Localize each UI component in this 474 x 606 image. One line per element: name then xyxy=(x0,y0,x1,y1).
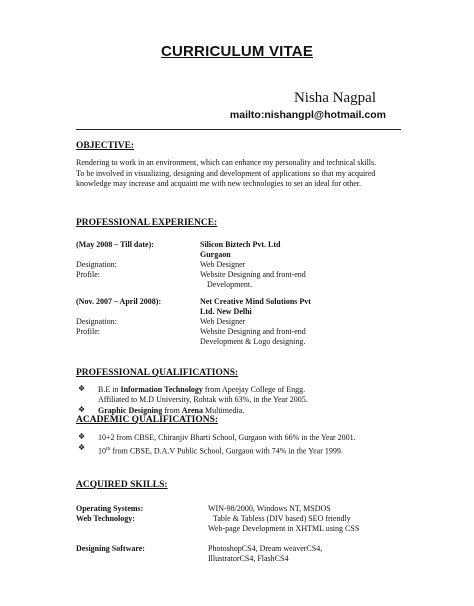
skill-label: Web Technology: xyxy=(76,514,135,523)
qualification-field: Graphic Designing xyxy=(98,406,163,415)
job-city: Ltd. New Delhi xyxy=(200,307,252,316)
skill-value: WIN-98/2000, Windows NT, MSDOS xyxy=(208,504,331,513)
profile-label: Profile: xyxy=(76,270,100,279)
email-link[interactable]: mailto:nishangpl@hotmail.com xyxy=(229,109,386,121)
skill-value: PhotoshopCS4, Dream weaverCS4, xyxy=(208,544,323,553)
skill-value-cont: Web-page Development in XHTML using CSS xyxy=(208,524,360,533)
job-company: Silicon Biztech Pvt. Ltd xyxy=(200,240,281,249)
profile-label: Profile: xyxy=(76,327,100,336)
designation-value: Web Designer xyxy=(200,260,246,269)
document-title: CURRICULUM VITAE xyxy=(160,43,314,60)
diamond-bullet-icon: ❖ xyxy=(78,443,86,452)
qualification-field: Information Technology xyxy=(120,385,203,394)
header-divider xyxy=(76,129,401,130)
academic-item: 10+2 from CBSE, Chiranjiv Bharti School, Gurgaon with 66% in the Year 2001. xyxy=(98,433,356,442)
objective-line: To be involved in visualizing, designing and development of applications so that my acquired xyxy=(76,168,376,178)
objective-line: Rendering to work in an environment, which can enhance my personality and technical skills. xyxy=(76,158,377,167)
skill-value-cont: IllustratorCS4, FlashCS4 xyxy=(208,554,289,563)
academic-text: 10 xyxy=(98,446,106,456)
objective-heading: OBJECTIVE: xyxy=(76,141,135,151)
diamond-bullet-icon: ❖ xyxy=(78,432,86,441)
job-period: (May 2008 – Till date): xyxy=(76,240,154,249)
qualification-text: B.E in xyxy=(98,385,121,394)
skills-heading: ACQUIRED SKILLS: xyxy=(76,480,168,490)
job-company: Net Creative Mind Solutions Pvt xyxy=(200,297,311,306)
designation-value: Web Designer xyxy=(200,317,246,326)
academic-text: from CBSE, D.A.V Public School, Gurgaon with 74% in the Year 1999. xyxy=(110,446,343,456)
qualification-text: Multimedia. xyxy=(202,406,245,415)
experience-heading: PROFESSIONAL EXPERIENCE: xyxy=(76,218,218,228)
skill-value: Table & Tabless (DIV based) SEO friendly xyxy=(213,514,351,523)
objective-text xyxy=(76,158,376,190)
diamond-bullet-icon: ❖ xyxy=(78,384,86,393)
profile-value: Website Designing and front-end xyxy=(200,327,306,336)
skill-label: Operating Systems: xyxy=(76,504,144,513)
objective-line: knowledge may increase and acquaint me with new technologies to set an ideal for other. xyxy=(76,179,362,188)
job-period: (Nov. 2007 – April 2008): xyxy=(76,297,162,306)
qualification-item xyxy=(98,385,305,396)
qualifications-heading: PROFESSIONAL QUALIFICATIONS: xyxy=(76,368,239,378)
qualification-item-cont: Affiliated to M.D University, Rohtak with 63%, in the Year 2005. xyxy=(98,395,308,404)
diamond-bullet-icon: ❖ xyxy=(78,405,86,414)
profile-value-cont: Development. xyxy=(207,280,253,289)
profile-value-cont: Development & Logo designing. xyxy=(200,337,306,346)
ordinal-suffix: th xyxy=(106,446,111,452)
qualification-text: from Apeejay College of Engg. xyxy=(202,385,306,394)
skill-label: Designing Software: xyxy=(76,544,145,553)
academic-item xyxy=(98,444,343,457)
academic-heading: ACADEMIC QUALIFICATIONS: xyxy=(76,415,219,425)
candidate-name: Nisha Nagpal xyxy=(293,90,376,106)
qualification-text: from xyxy=(162,406,182,415)
qualification-institute: Arena xyxy=(181,406,203,415)
designation-label: Designation: xyxy=(76,260,117,269)
profile-value: Website Designing and front-end xyxy=(200,270,306,279)
designation-label: Designation: xyxy=(76,317,117,326)
job-city: Gurgaon xyxy=(200,250,231,259)
